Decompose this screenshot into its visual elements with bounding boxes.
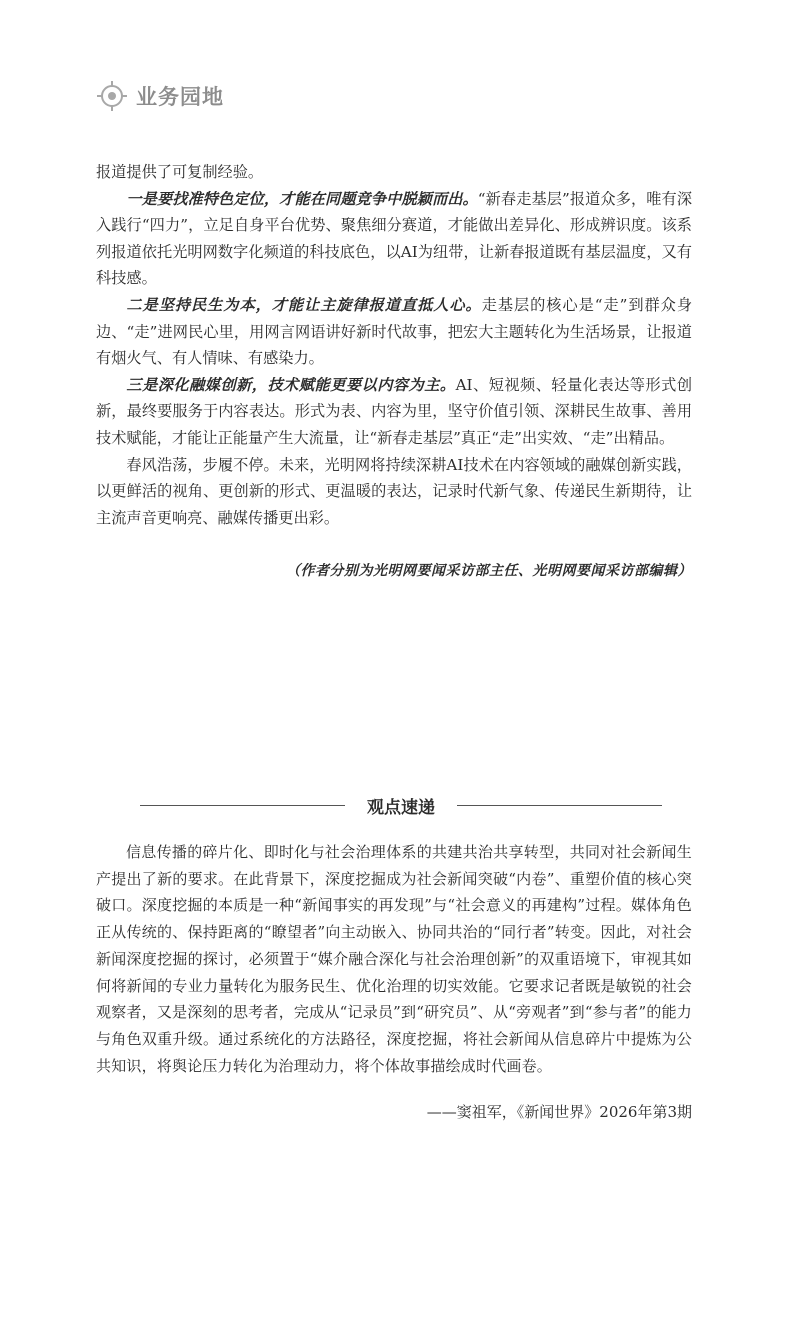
viewpoint-excerpt: 信息传播的碎片化、即时化与社会治理体系的共建共治共享转型，共同对社会新闻生产提出了新的要求。在此背景下，深度挖掘成为社会新闻突破“内卷”、重塑价值的核心突破口。深度挖掘的本质是一种“新闻事实的再发现”与“社会意义的再建构”过程。媒体角色正从传统的、保持距离的“瞭望者”向主动嵌入、协同共治的“同行者”转变。因此，对社会新闻深度挖掘的探讨，必须置于“媒介融合深化与社会治理创新”的双重语境下，审视其如何将新闻的专业力量转化为服务民生、优化治理的切实效能。它要求记者既是敏锐的社会观察者，又是深刻的思考者，完成从“记录员”到“研究员”、从“旁观者”到“参与者”的能力与角色双重升级。通过系统化的方法路径，深度挖掘，将社会新闻从信息碎片中提炼为公共知识，将舆论压力转化为治理动力，将个体故事描绘成时代画卷。 (96, 843, 692, 1075)
author-credit: （作者分别为光明网要闻采访部主任、光明网要闻采访部编辑） (286, 563, 692, 579)
viewpoint-title: 观点速递 (367, 797, 435, 818)
paragraph-1-body: “新春走基层”报道众多，唯有深入践行“四力”，立足自身平台优势、聚焦细分赛道，才能做出差异化、形成辨识度。该系列报道依托光明网数字化频道的科技底色，以AI为纽带，让新春报道既有基层温度，又有科技感。 (96, 189, 693, 288)
viewpoint-section-header (140, 790, 662, 820)
divider-right (457, 805, 662, 806)
divider-left (140, 805, 345, 806)
paragraph-4: 春风浩荡，步履不停。未来，光明网将持续深耕AI技术在内容领域的融媒创新实践，以更鲜活的视角、更创新的形式、更温暖的表达，记录时代新气象、传递民生新期待，让主流声音更响亮、融媒传播更出彩。 (96, 455, 692, 527)
paragraph-3-lead: 三是深化融媒创新，技术赋能更要以内容为主。 (126, 375, 456, 394)
target-crosshair-icon (96, 80, 128, 112)
paragraph-1-lead: 一是要找准特色定位，才能在同题竞争中脱颖而出。 (126, 189, 478, 208)
excerpt-source: ——窦祖军，《新闻世界》2026年第3期 (426, 1103, 692, 1121)
article-body (96, 159, 692, 531)
paragraph-1 (96, 186, 692, 292)
paragraph-3 (96, 372, 692, 452)
paragraph-0: 报道提供了可复制经验。 (96, 163, 264, 181)
paragraph-2-lead: 二是坚持民生为本，才能让主旋律报道直抵人心。 (126, 295, 482, 314)
section-header (96, 80, 224, 112)
paragraph-3-body: AI、短视频、轻量化表达等形式创新，最终要服务于内容表达。形式为表、内容为里，坚守价值引领、深耕民生故事、善用技术赋能，才能让正能量产生大流量，让“新春走基层”真正“走”出实效、“走”出精品。 (96, 375, 693, 447)
column-title: 业务园地 (136, 85, 224, 109)
paragraph-2 (96, 292, 692, 372)
paragraph-2-body: 走基层的核心是“走”到群众身边、“走”进网民心里，用网言网语讲好新时代故事，把宏大主题转化为生活场景，让报道有烟火气、有人情味、有感染力。 (96, 295, 693, 368)
